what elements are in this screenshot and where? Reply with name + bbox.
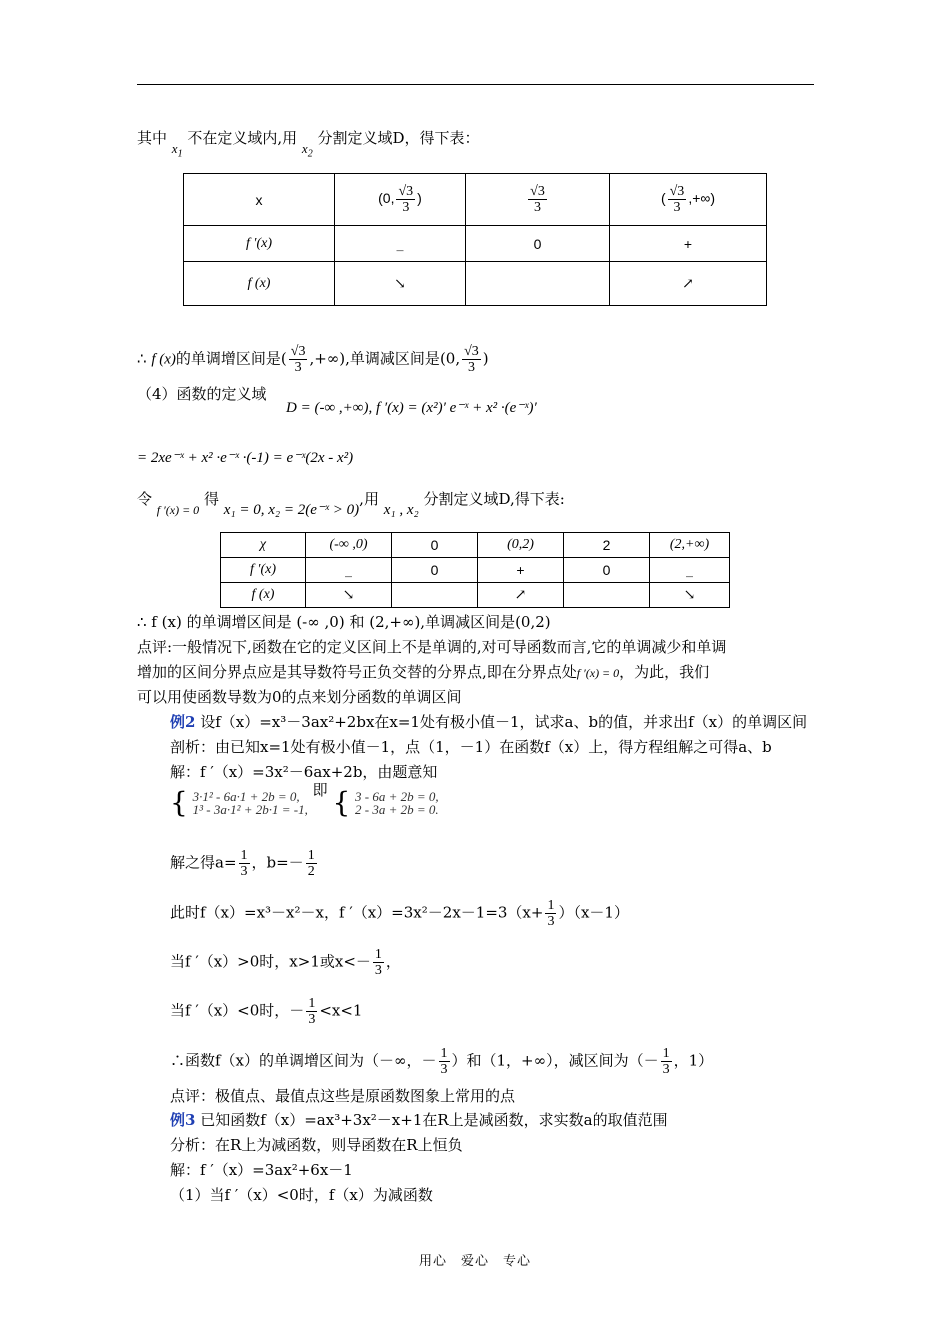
t1-fprime-cell: _: [335, 226, 466, 262]
example3-solution: 解：f ′（x）=3ax²+6x－1: [170, 1161, 353, 1179]
comment1-line3: 可以用使函数导数为0的点来划分函数的单调区间: [137, 688, 462, 706]
t1-f-cell: ↘: [335, 262, 466, 306]
t1-fprime-cell: +: [610, 226, 767, 262]
monotonic-table-2: [220, 532, 730, 608]
t2-fprime-cell: _: [306, 558, 392, 583]
part4-formula: D = (-∞ ,+∞), f ′(x) = (x²)′ e⁻ˣ + x² ·(e⁻ˣ)′: [286, 400, 537, 416]
t1-fprime-cell: 0: [466, 226, 610, 262]
t2-header: (-∞ ,0): [306, 533, 392, 558]
when-negative: 当f ′（x）<0时，－ $\frac{1}{3}$ <x<1: [170, 996, 363, 1027]
conclusion-2: ∴ f (x) 的单调增区间是 (-∞ ,0) 和 (2,+∞),单调减区间是(0,2): [137, 613, 551, 631]
header-rule: [137, 84, 814, 85]
t2-fprime-cell: +: [478, 558, 564, 583]
page-footer: 用心 爱心 专心: [418, 1254, 531, 1269]
example3-question: 例3 已知函数f（x）=ax³+3x²－x+1在R上是减函数，求实数a的取值范围: [170, 1111, 668, 1129]
t1-f-cell: ↗: [610, 262, 767, 306]
t2-f-cell: [392, 583, 478, 608]
t2-header: 2: [564, 533, 650, 558]
t2-f-cell: ↘: [650, 583, 730, 608]
example3-label: 例3: [170, 1111, 196, 1129]
example3-analysis: 分析：在R上为减函数，则导函数在R上恒负: [170, 1136, 463, 1154]
example2-solution: 解：f ′（x）=3x²－6ax+2b，由题意知: [170, 763, 438, 781]
t1-header-interval-2: ( $\frac{√3}{3}$ ,+∞): [610, 174, 767, 226]
t1-f-cell: [466, 262, 610, 306]
t1-header-interval-1: (0, $\frac{√3}{3}$ ): [335, 174, 466, 226]
t1-f-label: f (x): [184, 262, 335, 306]
t2-f-cell: ↗: [478, 583, 564, 608]
monotonic-table-1: [183, 173, 767, 306]
comment1-line2: 增加的区间分界点应是其导数符号正负交替的分界点,即在分界点处f ′(x) = 0，为此，我们: [137, 663, 710, 681]
example2-question: 例2 设f（x）=x³－3ax²+2bx在x=1处有极小值－1，试求a、b的值，并求出f（x）的单调区间: [170, 713, 808, 731]
t2-fprime-cell: 0: [564, 558, 650, 583]
t2-fprime-cell: 0: [392, 558, 478, 583]
t2-f-cell: ↘: [306, 583, 392, 608]
part4-formula2: = 2xe⁻ˣ + x² ·e⁻ˣ ·(-1) = e⁻ˣ(2x - x²): [137, 450, 354, 466]
t2-header: (0,2): [478, 533, 564, 558]
comment1-line1: 点评:一般情况下,函数在它的定义区间上不是单调的,对可导函数而言,它的单调减少和单调: [137, 638, 727, 656]
conclusion-1: ∴ f (x)的单调增区间是( $\frac{√3}{3}$ ,+∞),单调减区间是(0, $\frac{√3}{3}$ ): [137, 344, 489, 375]
part4-label: （4）函数的定义域: [137, 385, 267, 403]
example2-analysis: 剖析：由已知x=1处有极小值－1，点（1，－1）在函数f（x）上，得方程组解之可得a、b: [170, 738, 772, 756]
t1-fprime-label: f ′(x): [184, 226, 335, 262]
derivative-now: 此时f（x）=x³－x²－x，f ′（x）=3x²－2x－1=3（x+ $\frac{1}{3}$ ）（x－1）: [170, 898, 629, 929]
example3-case1: （1）当f ′（x）<0时，f（x）为减函数: [170, 1186, 433, 1204]
x2-symbol: $x_2$: [301, 141, 313, 160]
x1-symbol: $x_1$: [171, 141, 183, 160]
equation-system: { 3·1² - 6a·1 + 2b = 0, 1³ - 3a·1² + 2b·1 = -1, 即 { 3 - 6a + 2b = 0, 2 - 3a + 2b = 0.: [170, 781, 439, 819]
result-ab: 解之得a= $\frac{1}{3}$ ，b=－ $\frac{1}{2}$: [170, 848, 315, 879]
t2-header: (2,+∞): [650, 533, 730, 558]
t2-header: 0: [392, 533, 478, 558]
t2-f-label: f (x): [221, 583, 306, 608]
intro-line: 其中 $x_1$ 不在定义域内,用 $x_2$ 分割定义域D，得下表：: [137, 129, 480, 160]
intervals-conclusion: ∴函数f（x）的单调增区间为（－∞，－ $\frac{1}{3}$ ）和（1，+∞），减区间为（－ $\frac{1}{3}$ ，1）: [170, 1046, 714, 1077]
when-positive: 当f ′（x）>0时，x>1或x<－ $\frac{1}{3}$ ，: [170, 947, 401, 978]
example2-comment: 点评：极值点、最值点这些是原函数图象上常用的点: [170, 1087, 516, 1105]
example2-label: 例2: [170, 713, 196, 731]
part4-ling-line: 令 $_{f '(x) = 0}$ 得 x₁ = 0, x₂ = 2(e⁻ˣ > 0),用 x₁ , x₂ 分割定义域D,得下表:: [137, 490, 565, 518]
t2-fprime-label: f ′(x): [221, 558, 306, 583]
t1-header-x: x: [184, 174, 335, 226]
t2-fprime-cell: _: [650, 558, 730, 583]
t2-f-cell: [564, 583, 650, 608]
t1-header-critical: $\frac{√3}{3}$: [466, 174, 610, 226]
t2-header: χ: [221, 533, 306, 558]
